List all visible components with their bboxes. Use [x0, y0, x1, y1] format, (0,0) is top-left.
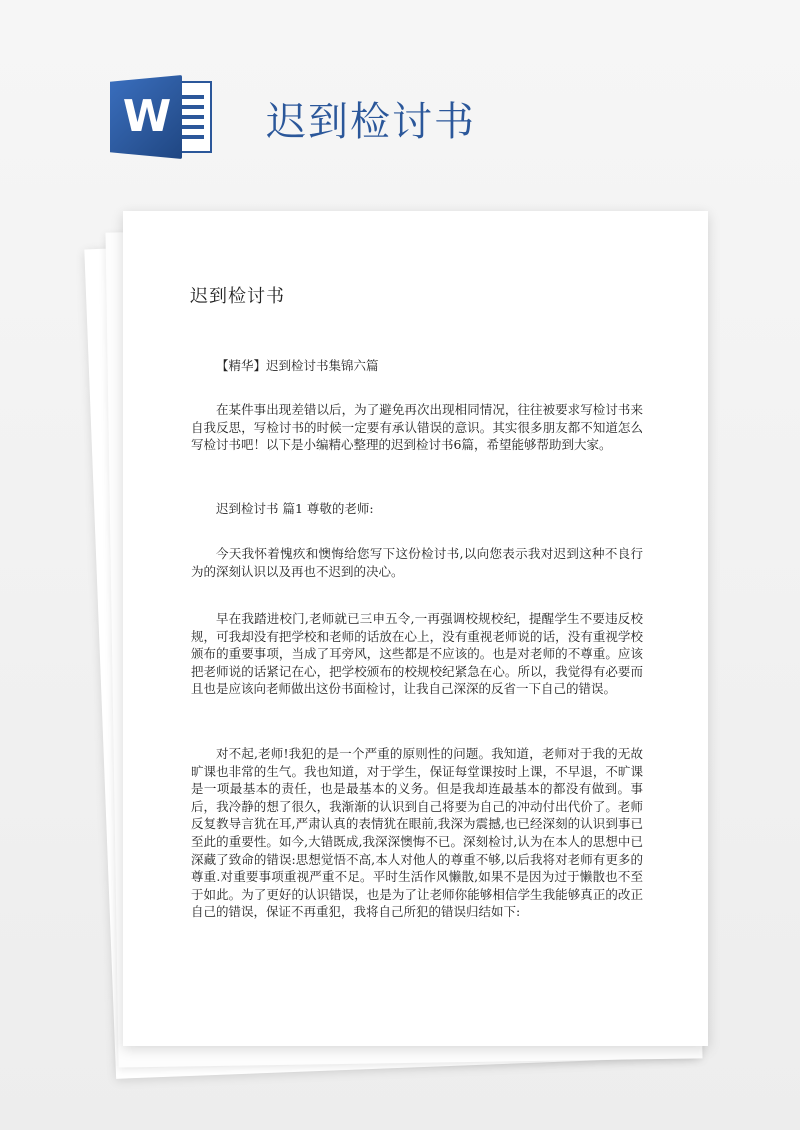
paragraph-intro: 在某件事出现差错以后，为了避免再次出现相同情况，往往被要求写检讨书来自我反思，写检讨书的时候一定要有承认错误的意识。其实很多朋友都不知道怎么写检讨书吧！以下是小编精心整理的迟到检讨书6篇，希望能够帮助到大家。 — [191, 402, 643, 453]
header-title: 迟到检讨书 — [266, 99, 476, 145]
paragraph-2: 今天我怀着愧疚和懊悔给您写下这份检讨书,以向您表示我对迟到这种不良行为的深刻认识以及再也不迟到的决心。 — [191, 546, 643, 579]
paragraph-3: 早在我踏进校门,老师就已三申五令,一再强调校规校纪，提醒学生不要违反校规，可我却没有把学校和老师的话放在心上，没有重视老师说的话，没有重视学校颁布的重要事项，当成了耳旁风，这些都是不应该的。也是对老师的不尊重。应该把老师说的话紧记在心，把学校颁布的校规校纪紧急在心。所以，我觉得有必要而且也是应该向老师做出这份书面检讨，让我自己深深的反省一下自己的错误。 — [191, 611, 643, 697]
word-logo-letter: W — [122, 91, 172, 142]
word-logo-icon — [110, 75, 214, 159]
document-subtitle: 【精华】迟到检讨书集锦六篇 — [216, 358, 379, 373]
paragraph-salutation: 迟到检讨书 篇1 尊敬的老师: — [216, 501, 374, 516]
document-title: 迟到检讨书 — [190, 286, 285, 307]
paragraph-4: 对不起,老师!我犯的是一个严重的原则性的问题。我知道，老师对于我的无故旷课也非常的生气。我也知道，对于学生，保证每堂课按时上课，不早退，不旷课是一项最基本的责任，也是最基本的义务。但是我却连最基本的都没有做到。事后，我冷静的想了很久，我渐渐的认识到自己将要为自己的冲动付出代价了。老师反复教导言犹在耳,严肃认真的表情犹在眼前,我深为震撼,也已经深刻的认识到事已至此的重要性。如今,大错既成,我深深懊悔不已。深刻检讨,认为在本人的思想中已深藏了致命的错误:思想觉悟不高,本人对他人的尊重不够,以后我将对老师有更多的尊重.对重要事项重视严重不足。平时生活作风懒散,如果不是因为过于懒散也不至于如此。为了更好的认识错误，也是为了让老师你能够相信学生我能够真正的改正自己的错误，保证不再重犯，我将自己所犯的错误归结如下: — [191, 746, 643, 920]
